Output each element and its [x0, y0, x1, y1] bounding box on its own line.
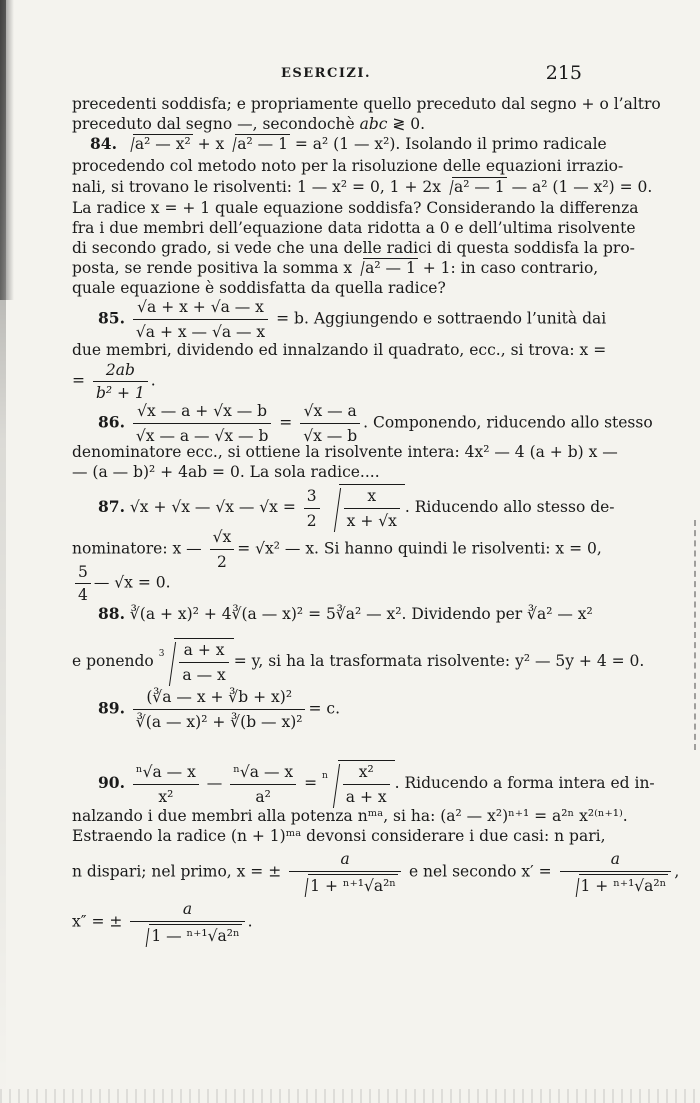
text-line: posta, se rende positiva la somma x a² — 1 + 1: in caso contrario, — [72, 259, 599, 277]
exercise-84: 84. a² — x² + x a² — 1 = a² (1 — x²). Isolando il primo radicale — [90, 134, 607, 153]
page-binding-shadow — [0, 0, 6, 1103]
text-line: quale equazione è soddisfatta da quella radice? — [72, 279, 446, 297]
text-line: denominatore ecc., si ottiene la risolvente intera: 4x² — 4 (a + b) x — — [72, 443, 618, 461]
text-line: nali, si trovano le risolventi: 1 — x² = 0, 1 + 2x a² — 1 — a² (1 — x²) = 0. — [72, 178, 653, 196]
radical: a² — x² — [124, 134, 193, 154]
text-line: $\frac{5}{4}$ — √x = 0. — [72, 562, 582, 605]
page-number: 215 — [545, 62, 582, 84]
fraction: $\frac{5}{4}$ — [75, 562, 91, 605]
text-line: La radice x = + 1 quale equazione soddisfa? Considerando la differenza — [72, 199, 639, 217]
running-title: ESERCIZI. — [280, 66, 372, 81]
text-line: precedenti soddisfa; e propriamente quello preceduto dal segno + o l’altro — [72, 95, 661, 113]
fraction: $\frac{\text{ⁿ√a — x}}{\text{x²}}$ — [133, 761, 199, 808]
exercise-number: 85. — [98, 308, 125, 328]
text-line: nalzando i due membri alla potenza nᵐᵃ, si ha: (a² — x²)ⁿ⁺¹ = a²ⁿ x²⁽ⁿ⁺¹⁾. — [72, 807, 628, 825]
exercise-number: 90. — [98, 773, 125, 792]
fraction: $\frac{√x — a + √x — b}{√x — a — √x — b}$ — [133, 400, 271, 447]
fraction: $\frac{√x — a}{√x — b}$ — [300, 400, 360, 447]
fraction: $\frac{√x}{2}$ — [210, 526, 235, 573]
fraction: $\frac{3}{2}$ — [304, 485, 320, 532]
fraction: $\frac{2ab}{\text{b² + 1}}$ — [93, 360, 148, 403]
margin-marks — [691, 520, 696, 750]
fraction: $\frac{a}{\text{1 — ⁿ⁺¹√a²ⁿ}}$ — [130, 898, 244, 947]
text-line: di secondo grado, si vede che una delle radici di questa soddisfa la pro- — [72, 239, 635, 257]
fraction: $\frac{\text{(∛a — x + ∛b + x)²}}{\text{∛(a — x)² + ∛(b — x)²}}$ — [133, 686, 306, 733]
radical: $\frac{\text{x²}}{a + x}$ — [322, 760, 395, 808]
page-header — [70, 62, 582, 86]
result-85: = $\frac{2ab}{\text{b² + 1}}$ . — [72, 361, 156, 402]
exercise-number: 86. — [98, 412, 125, 432]
exercise-89: 89. $\frac{\text{(∛a — x + ∛b + x)²}}{\text{∛(a — x)² + ∛(b — x)²}}$ = c. — [98, 688, 341, 731]
exercise-number: 88. — [98, 604, 125, 623]
text-line: nominatore: x — $\frac{√x}{2}$ = √x² — x. Si hanno quindi le risolventi: x = 0, — [72, 528, 602, 571]
fraction: $\frac{a}{\text{1 + ⁿ⁺¹√a²ⁿ}}$ — [560, 848, 672, 897]
text-line: preceduto dal segno —, secondochè abc ≷ 0. — [72, 115, 426, 133]
radical: $\frac{x}{x + √x}$ — [323, 484, 405, 532]
text-line: — (a — b)² + 4ab = 0. La sola radice.... — [72, 463, 380, 481]
text-line: e ponendo $^3$ $\frac{a + x}{a — x}$ = y, si ha la trasformata risolvente: y² — 5y + 4 = 0. — [72, 638, 582, 686]
text-line: due membri, dividendo ed innalzando il quadrato, ecc., si trova: x = — [72, 341, 607, 359]
fraction: $\frac{a}{\text{1 + ⁿ⁺¹√a²ⁿ}}$ — [289, 848, 401, 897]
text-line: n dispari; nel primo, x = ± $\frac{a}{\text{1 + ⁿ⁺¹√a²ⁿ}}$ e nel secondo x′ = $\frac{a}{\text{1 + ⁿ⁺¹√a²ⁿ}}$ , — [72, 850, 680, 895]
exercise-85: 85. $\frac{√a + x + √a — x}{√a + x — √a — x}$ = b. Aggiungendo e sottraendo l’unità dai — [98, 298, 607, 341]
exercise-number: 87. — [98, 497, 125, 516]
text-line: Estraendo la radice (n + 1)ᵐᵃ devonsi considerare i due casi: n pari, — [72, 827, 606, 845]
exercise-number: 84. — [90, 134, 117, 153]
exercise-88: 88. ∛(a + x)² + 4∛(a — x)² = 5∛a² — x². Dividendo per ∛a² — x² — [98, 604, 593, 623]
text-line: fra i due membri dell’equazione data ridotta a 0 e dell’ultima risolvente — [72, 219, 636, 237]
exercise-86: 86. $\frac{√x — a + √x — b}{√x — a — √x — b}$ = $\frac{√x — a}{√x — b}$ . Componendo, riducendo allo stesso — [98, 402, 653, 445]
scan-noise — [0, 1089, 700, 1103]
exercise-number: 89. — [98, 698, 125, 718]
text-line: x″ = ± $\frac{a}{\text{1 — ⁿ⁺¹√a²ⁿ}}$ . — [72, 900, 253, 945]
fraction: $\frac{\text{ⁿ√a — x}}{\text{a²}}$ — [230, 761, 296, 808]
text-line: procedendo col metodo noto per la risoluzione delle equazioni irrazio- — [72, 157, 624, 175]
radical: $\frac{a + x}{a — x}$ — [158, 638, 233, 686]
exercise-90: 90. $\frac{\text{ⁿ√a — x}}{\text{x²}}$ — $\frac{\text{ⁿ√a — x}}{\text{a²}}$ = $^n$ $\frac{\text{x²}}{a + x}$ . Riducendo a forma intera ed in- — [98, 760, 582, 808]
fraction: $\frac{√a + x + √a — x}{√a + x — √a — x}$ — [133, 296, 268, 343]
exercise-87: 87. √x + √x — √x — √x = $\frac{3}{2}$ $\frac{x}{x + √x}$ . Riducendo allo stesso de- — [98, 484, 582, 532]
